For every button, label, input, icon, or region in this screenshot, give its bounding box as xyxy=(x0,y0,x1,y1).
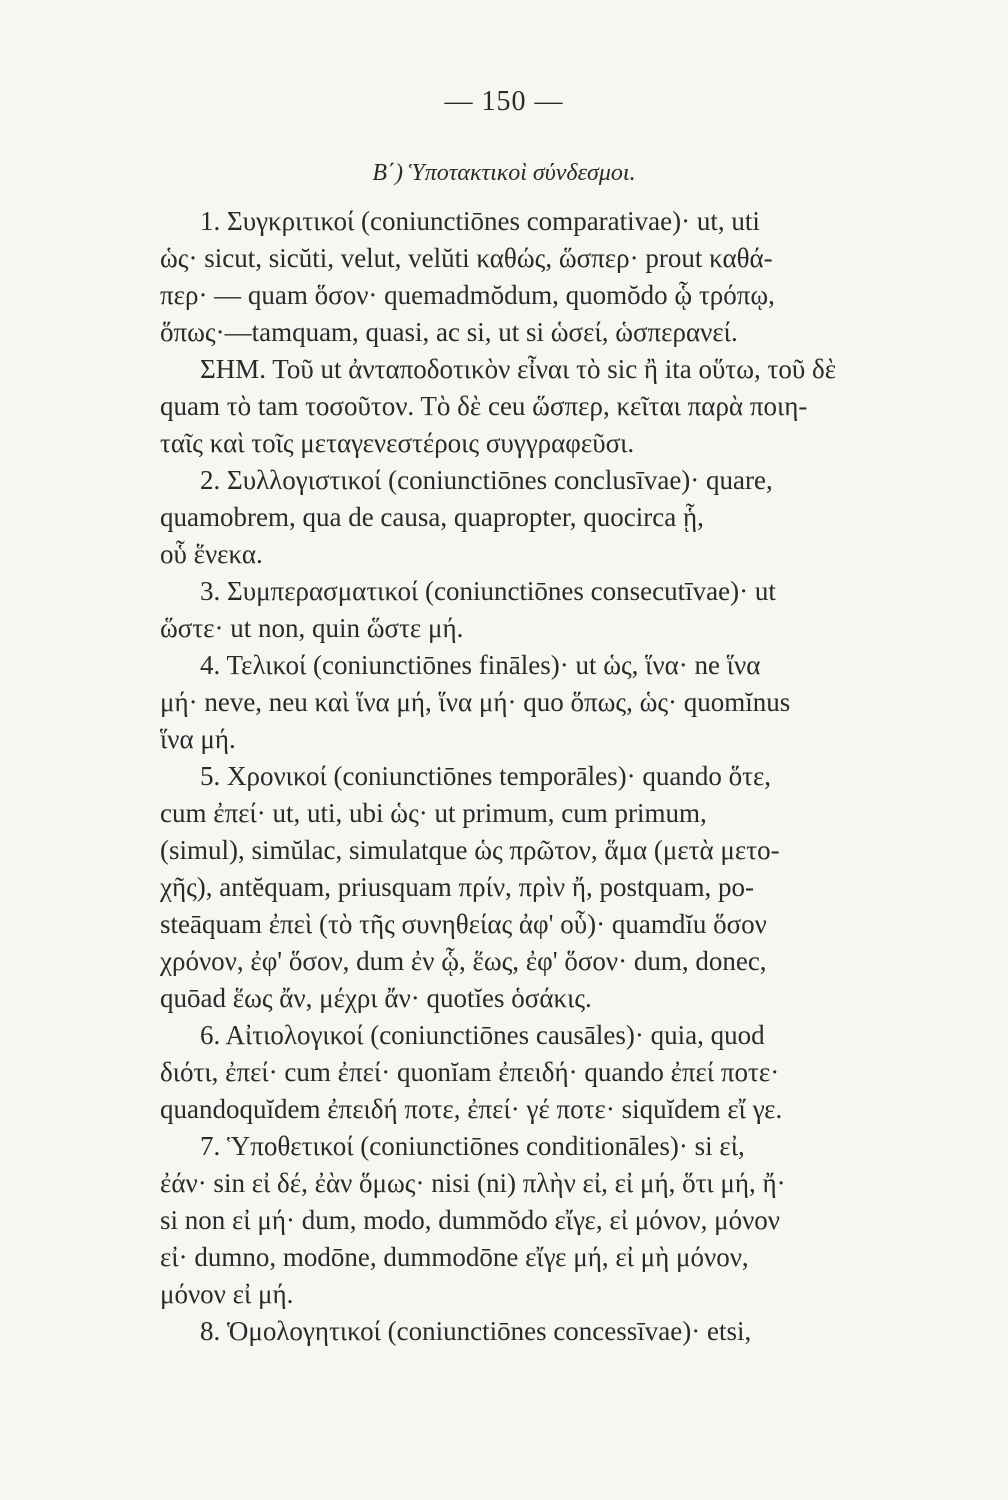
text-line: μόνον εἰ μή. xyxy=(160,1279,294,1309)
text-line: περ· — quam ὅσον· quemadmŏdum, quomŏdo ᾧ τρόπῳ, xyxy=(160,280,775,310)
text-line: ὅπως·—tamquam, quasi, ac si, ut si ὡσεί, ὡσπερανεί. xyxy=(160,317,738,347)
page-number: — 150 — xyxy=(444,86,564,117)
text-line: 8. Ὁμολογητικοί (coniunctiōnes concessīvae)· etsi, xyxy=(200,1316,752,1346)
text-line: διότι, ἐπεί· cum ἐπεί· quonĭam ἐπειδή· quando ἐπεί ποτε· xyxy=(160,1057,780,1087)
text-line: ὥστε· ut non, quin ὥστε μή. xyxy=(160,613,464,643)
text-line: ΣΗΜ. Τοῦ ut ἀνταποδοτικὸν εἶναι τὸ sic ἢ ita οὕτω, τοῦ δὲ xyxy=(200,354,837,384)
text-line: ἵνα μή. xyxy=(160,724,236,754)
text-line: εἰ· dumno, modōne, dummodōne εἴγε μή, εἰ μὴ μόνον, xyxy=(160,1242,749,1272)
text-line: 5. Χρονικοί (coniunctiōnes temporāles)· quando ὅτε, xyxy=(200,761,772,791)
text-line: χρόνον, ἐφ' ὅσον, dum ἐν ᾧ, ἕως, ἐφ' ὅσον· dum, donec, xyxy=(160,946,767,976)
text-line: 2. Συλλογιστικοί (coniunctiōnes conclusīvae)· quare, xyxy=(200,465,773,495)
text-line: οὗ ἕνεκα. xyxy=(160,539,263,569)
text-line: (simul), simŭlac, simulatque ὡς πρῶτον, ἅμα (μετὰ μετο- xyxy=(160,835,780,865)
text-line: quam τὸ tam τοσοῦτον. Τὸ δὲ ceu ὥσπερ, κεῖται παρὰ ποιη- xyxy=(160,391,808,421)
text-line: quōad ἕως ἄν, μέχρι ἄν· quotĭes ὁσάκις. xyxy=(160,983,592,1013)
text-line: si non εἰ μή· dum, modo, dummŏdo εἴγε, εἰ μόνον, μόνον xyxy=(160,1205,780,1235)
text-line: ὡς· sicut, sicŭti, velut, velŭti καθώς, ὥσπερ· prout καθά- xyxy=(160,243,773,273)
text-line: 7. Ὑποθετικοί (coniunctiōnes conditionāles)· si εἰ, xyxy=(200,1131,745,1161)
text-line: cum ἐπεί· ut, uti, ubi ὡς· ut primum, cum primum, xyxy=(160,798,707,828)
text-line: χῆς), antĕquam, priusquam πρίν, πρὶν ἤ, postquam, po- xyxy=(160,872,754,902)
text-line: 1. Συγκριτικοί (coniunctiōnes comparativae)· ut, uti xyxy=(200,206,760,236)
text-line: quandoquĭdem ἐπειδή ποτε, ἐπεί· γέ ποτε· siquĭdem εἴ γε. xyxy=(160,1094,783,1124)
text-line: μή· neve, neu καὶ ἵνα μή, ἵνα μή· quo ὅπως, ὡς· quomĭnus xyxy=(160,687,791,717)
text-line: 3. Συμπερασματικοί (coniunctiōnes consecutīvae)· ut xyxy=(200,576,776,606)
section-heading: Β΄) Ὑποτακτικοὶ σύνδεσμοι. xyxy=(372,160,636,186)
text-line: 6. Αἰτιολογικοί (coniunctiōnes causāles)· quia, quod xyxy=(200,1020,765,1050)
text-line: steāquam ἐπεὶ (τὸ τῆς συνηθείας ἀφ' οὗ)· quamdĭu ὅσον xyxy=(160,909,767,939)
text-line: 4. Τελικοί (coniunctiōnes fināles)· ut ὡς, ἵνα· ne ἵνα xyxy=(200,650,761,680)
text-line: quamobrem, qua de causa, quapropter, quocirca ᾗ, xyxy=(160,502,704,532)
text-line: ταῖς καὶ τοῖς μεταγενεστέροις συγγραφεῦσι. xyxy=(160,428,635,458)
body-text xyxy=(160,203,948,1350)
text-line: ἐάν· sin εἰ δέ, ἐὰν ὅμως· nisi (ni) πλὴν εἰ, εἰ μή, ὅτι μή, ἤ· xyxy=(160,1168,786,1198)
